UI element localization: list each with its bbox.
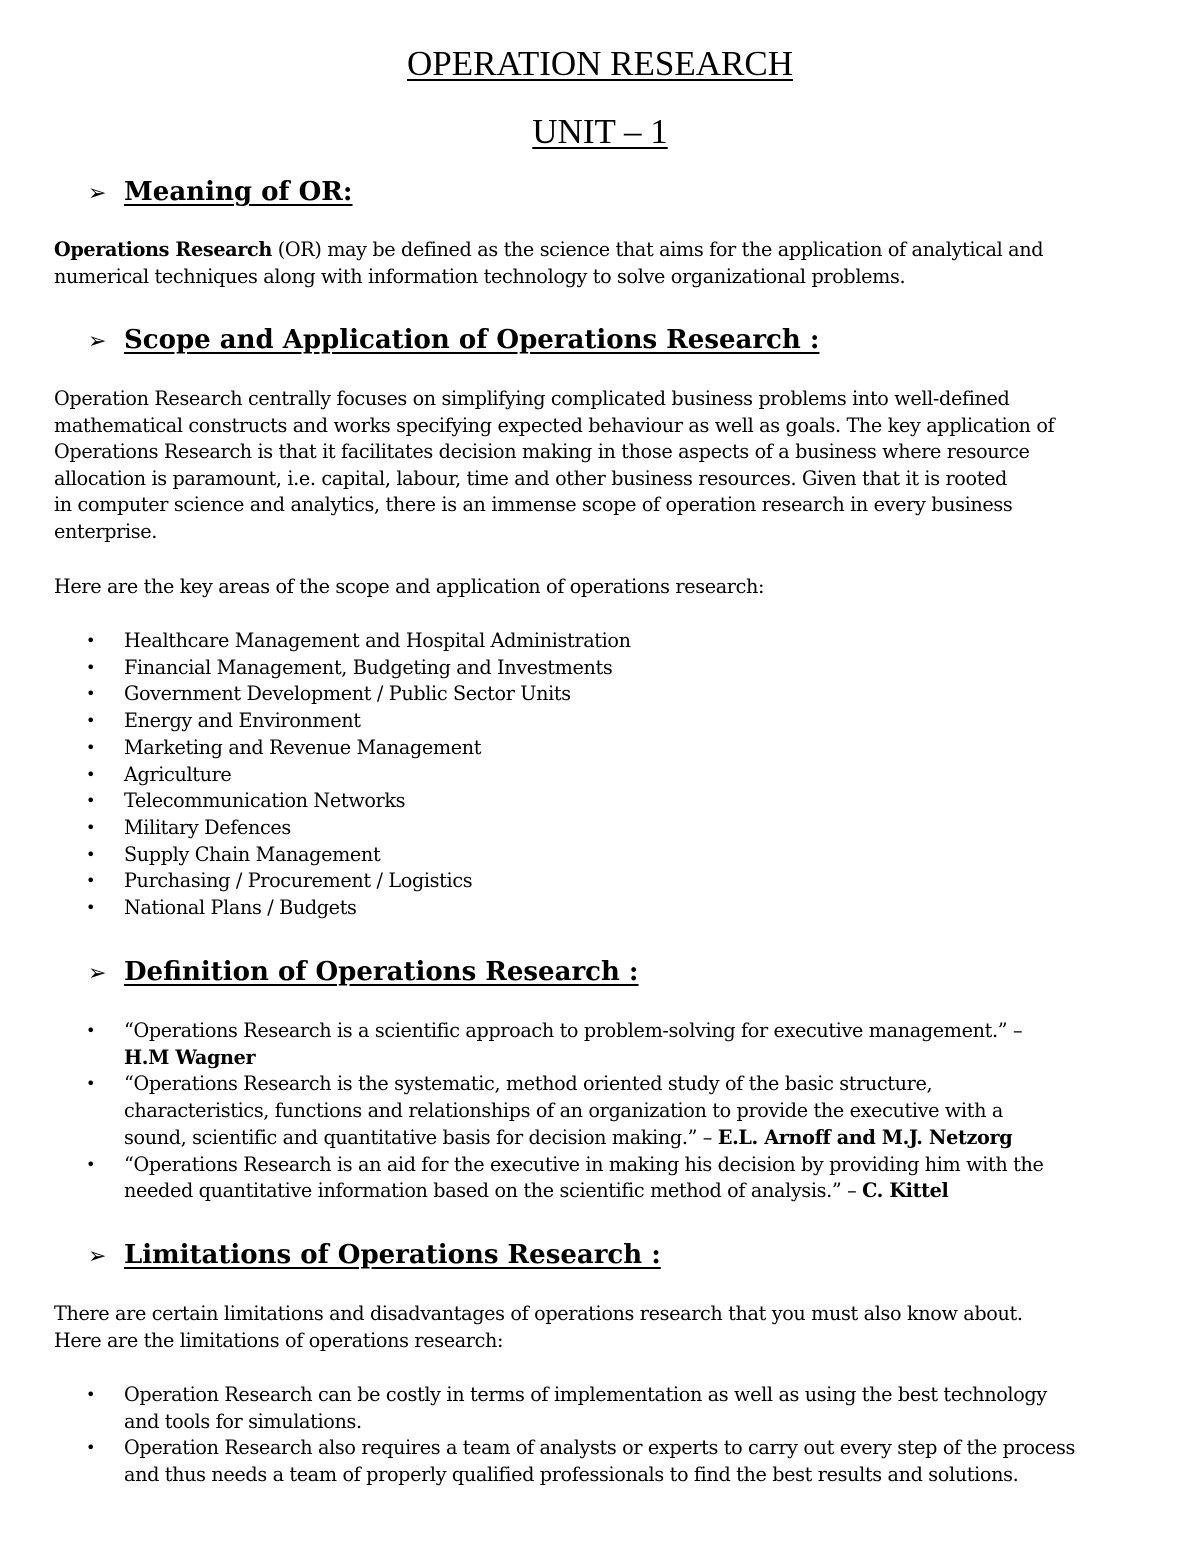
- definition-item: [0, 1152, 1164, 1205]
- scope-line: allocation is paramount, i.e. capital, labour, time and other business resources. Given that it is rooted: [54, 466, 1007, 490]
- limitation-text: and thus needs a team of properly qualified professionals to find the best results and solutions.: [124, 1463, 1019, 1487]
- limitation-text: • Operation Research can be costly in terms of implementation as well as using the best technology: [124, 1383, 1047, 1406]
- definition-text: needed quantitative information based on the scientific method of analysis.” –: [124, 1179, 863, 1203]
- heading-limitations-text: Limitations of Operations Research :: [124, 1240, 661, 1270]
- limitations-intro-line: There are certain limitations and disadvantages of operations research that you must also know about.: [54, 1302, 1023, 1325]
- definition-text: • “Operations Research is an aid for the executive in making his decision by providing him with the: [124, 1152, 1044, 1176]
- definition-text: sound, scientific and quantitative basis for decision making.” –: [124, 1125, 718, 1149]
- limitation-item: [0, 1382, 1164, 1435]
- scope-line: in computer science and analytics, there is an immense scope of operation research in every business: [54, 493, 1013, 517]
- heading-scope-text: Scope and Application of Operations Research :: [124, 325, 820, 355]
- unit-title: UNIT – 1: [532, 112, 668, 151]
- list-item: • National Plans / Budgets: [0, 895, 1164, 922]
- definition-text: • “Operations Research is the systematic, method oriented study of the basic structure,: [124, 1072, 933, 1096]
- meaning-line-2: numerical techniques along with information technology to solve organizational problems.: [54, 264, 906, 288]
- heading-limitations: [88, 1238, 661, 1274]
- scope-line: Operations Research is that it facilitates decision making in those aspects of a business where resource: [54, 440, 1030, 464]
- scope-line: enterprise.: [54, 519, 157, 543]
- meaning-term: Operations Research: [54, 238, 272, 261]
- arrow-bullet-icon: ➢: [88, 1244, 107, 1269]
- arrow-bullet-icon: ➢: [88, 961, 107, 986]
- definition-list: [0, 1018, 1164, 1205]
- definition-text: • “Operations Research is a scientific approach to problem-solving for executive management.” –: [124, 1019, 1023, 1042]
- definition-author: E.L. Arnoff and M.J. Netzorg: [717, 1125, 1013, 1149]
- list-item: • Financial Management, Budgeting and Investments: [0, 655, 1164, 682]
- list-item: • Supply Chain Management: [0, 842, 1164, 869]
- heading-definition-text: Definition of Operations Research :: [124, 957, 639, 987]
- list-item: • Military Defences: [0, 815, 1164, 842]
- heading-scope: [88, 323, 819, 359]
- meaning-line-1: (OR) may be defined as the science that aims for the application of analytical and: [271, 238, 1044, 261]
- limitations-list: [0, 1382, 1164, 1489]
- scope-line: mathematical constructs and works specifying expected behaviour as well as goals. The key application of: [54, 413, 1055, 437]
- heading-definition: [88, 955, 639, 991]
- list-item: • Telecommunication Networks: [0, 788, 1164, 815]
- heading-meaning: [88, 175, 353, 211]
- list-item: • Purchasing / Procurement / Logistics: [0, 868, 1164, 895]
- scope-paragraph: [54, 386, 1164, 546]
- limitations-intro-line: Here are the limitations of operations research:: [54, 1328, 504, 1352]
- definition-text: characteristics, functions and relationships of an organization to provide the executive with a: [124, 1099, 1003, 1123]
- list-item: • Agriculture: [0, 762, 1164, 789]
- limitation-text: • Operation Research also requires a team of analysts or experts to carry out every step of the process: [124, 1436, 1076, 1460]
- arrow-bullet-icon: ➢: [88, 181, 107, 206]
- list-item: • Healthcare Management and Hospital Administration: [0, 628, 1164, 655]
- limitations-intro: [54, 1301, 1164, 1354]
- limitation-item: [0, 1435, 1164, 1488]
- scope-intro: Here are the key areas of the scope and application of operations research:: [54, 575, 765, 598]
- list-item: • Energy and Environment: [0, 708, 1164, 735]
- list-item: • Marketing and Revenue Management: [0, 735, 1164, 762]
- definition-author: H.M Wagner: [124, 1045, 256, 1069]
- heading-meaning-text: Meaning of OR:: [124, 177, 353, 207]
- definition-author: C. Kittel: [862, 1179, 949, 1203]
- limitation-text: and tools for simulations.: [124, 1409, 362, 1433]
- definition-item: [0, 1018, 1164, 1071]
- scope-line: Operation Research centrally focuses on simplifying complicated business problems into well-defined: [54, 387, 1010, 410]
- list-item: • Government Development / Public Sector Units: [0, 681, 1164, 708]
- scope-areas-list: [0, 628, 1164, 922]
- arrow-bullet-icon: ➢: [88, 329, 107, 354]
- document-title: OPERATION RESEARCH: [406, 44, 793, 83]
- meaning-paragraph: [54, 237, 1164, 290]
- definition-item: [0, 1071, 1164, 1151]
